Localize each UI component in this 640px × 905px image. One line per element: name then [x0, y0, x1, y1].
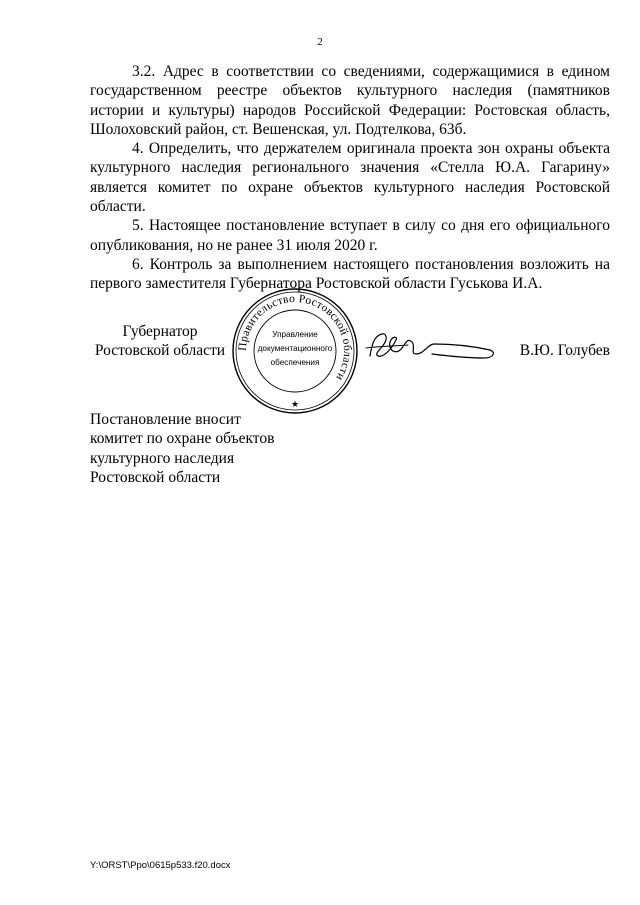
signer-name: В.Ю. Голубев	[519, 342, 610, 359]
submitter-note-line: Ростовской области	[90, 468, 221, 486]
signature-block	[90, 292, 610, 412]
submitter-note-line: комитет по охране объектов	[90, 430, 275, 448]
file-path-footer: Y:\ORST\Ppo\0615p533.f20.docx	[90, 860, 231, 871]
signer-position-line: Губернатор	[122, 323, 198, 340]
paragraph-6: 6. Контроль за выполнением настоящего постановления возложить на первого заместителя Губернатора Ростовской области Гуськова И.А.	[90, 255, 610, 293]
paragraph-4: 4. Определить, что держателем оригинала проекта зон охраны объекта культурного наследия регионального значения «Стелла Ю.А. Гагарину» является комитет по охране объектов культурного наследия Ростовской области.	[90, 140, 610, 216]
page-number: 2	[317, 36, 323, 48]
seal-inner-line: Управление	[272, 330, 318, 339]
body-text	[90, 62, 610, 294]
submitter-note-line: культурного наследия	[90, 449, 235, 467]
handwritten-signature	[362, 326, 502, 366]
seal-inner-line: документационного	[257, 344, 333, 353]
submitter-note-line: Постановление вносит	[90, 411, 241, 428]
official-seal	[230, 286, 360, 416]
signer-position-line: Ростовской области	[94, 342, 226, 360]
seal-star-icon: ★	[290, 399, 300, 409]
seal-inner-line: обеспечения	[270, 358, 320, 367]
submitter-note	[90, 410, 274, 487]
paragraph-3-2: 3.2. Адрес в соответствии со сведениями, содержащимися в едином государственном реестре объектов культурного наследия (памятников истории и культуры) народов Российской Федерации: Ростовская область, Шолоховский район, ст. Вешенская, ул. Подтелкова, 63б.	[90, 63, 610, 138]
paragraph-5: 5. Настоящее постановление вступает в силу со дня его официального опубликования, но не ранее 31 июля 2020 г.	[90, 217, 610, 254]
seal-outer-text: Правительство Ростовской области	[236, 292, 354, 383]
signer-position	[90, 322, 230, 361]
